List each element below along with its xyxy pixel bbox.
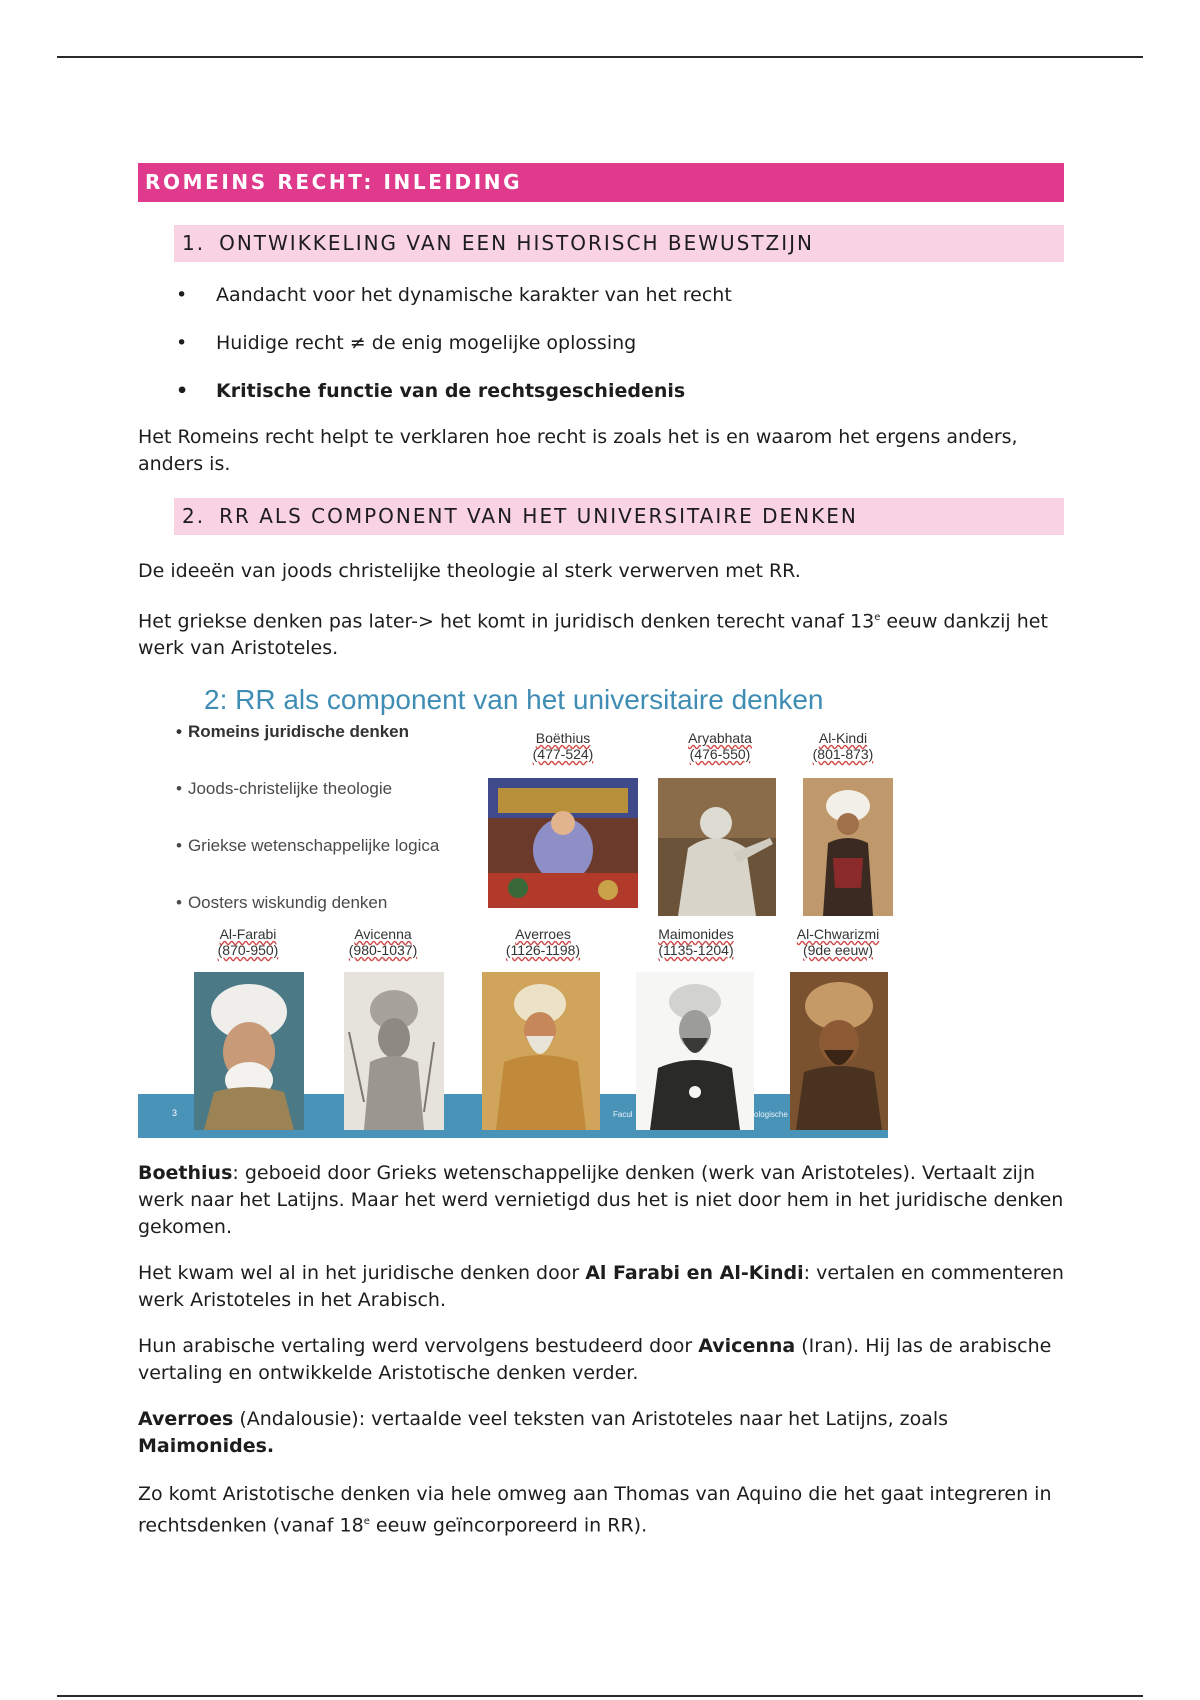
portrait-caption: Al-Chwarizmi (9de eeuw) [796,926,880,959]
header-rule [57,56,1143,58]
portrait-caption: Al-Farabi (870-950) [217,926,279,959]
slide-footer-text: Facul [613,1110,633,1120]
list-item: • Aandacht voor het dynamische karakter van het recht [176,284,732,306]
paragraph: Averroes (Andalousie): vertaalde veel teksten van Aristoteles naar het Latijns, zoals Maimonides. [138,1408,949,1458]
main-heading: ROMEINS RECHT: INLEIDING [138,163,1064,202]
section-number: 2. [182,504,206,528]
paragraph: Zo komt Aristotische denken via hele omweg aan Thomas van Aquino die het gaat integreren in rechtsdenken (vanaf 18e eeuw geïncorporeerd in RR). [138,1483,1052,1537]
al-kindi-portrait [803,778,893,916]
portrait-caption: Averroes (1126-1198) [505,926,581,959]
slide-title: 2: RR als component van het universitaire denken [204,684,824,716]
paragraph: Het griekse denken pas later-> het komt in juridisch denken terecht vanaf 13e eeuw dankzij het werk van Aristoteles. [138,610,1048,660]
portrait-caption: Aryabhata (476-550) [688,730,752,763]
list-item: • Huidige recht ≠ de enig mogelijke oplossing [176,332,637,354]
al-chwarizmi-portrait [790,972,888,1130]
paragraph: Hun arabische vertaling werd vervolgens bestudeerd door Avicenna (Iran). Hij las de arabische vertaling en ontwikkelde Aristotische denken verder. [138,1335,1052,1385]
slide-list-item: • Romeins juridische denken [176,722,410,742]
portrait-caption: Al-Kindi (801-873) [812,730,874,763]
slide-list-item: • Joods-christelijke theologie [176,779,393,799]
slide-bullet-list [176,722,439,950]
slide-number: 3 [172,1108,178,1119]
paragraph: De ideeën van joods christelijke theologie al sterk verwerven met RR. [138,560,801,582]
portrait-caption: Boëthius (477-524) [532,730,594,763]
slide-list-item: • Griekse wetenschappelijke logica [176,836,440,856]
section-title: RR ALS COMPONENT VAN HET UNIVERSITAIRE DENKEN [219,504,858,528]
slide-footer-text: ologische [754,1110,788,1120]
document-body [138,163,1064,1540]
bullet-list [138,280,1064,424]
paragraph: Het kwam wel al in het juridische denken door Al Farabi en Al-Kindi: vertalen en commenteren werk Aristoteles in het Arabisch. [138,1262,1064,1312]
footer-rule [57,1695,1143,1697]
averroes-portrait [482,972,600,1130]
paragraph: Boethius: geboeid door Grieks wetenschappelijke denken (werk van Aristoteles). Vertaalt zijn werk naar het Latijns. Maar het werd vernietigd dus het is niet door hem in het juridische denken gekomen. [138,1162,1064,1239]
list-item: • Kritische functie van de rechtsgeschiedenis [176,380,686,402]
section-heading-1 [174,225,1064,262]
slide-list-item: • Oosters wiskundig denken [176,893,388,913]
portrait-caption: Maimonides (1135-1204) [658,926,734,959]
al-farabi-portrait [194,972,304,1130]
paragraph: Het Romeins recht helpt te verklaren hoe recht is zoals het is en waarom het ergens anders, anders is. [138,426,1018,475]
slide-image [138,680,888,1130]
maimonides-portrait [636,972,754,1130]
portrait-caption: Avicenna (980-1037) [348,926,418,959]
section-title: ONTWIKKELING VAN EEN HISTORISCH BEWUSTZIJN [219,231,814,255]
section-number: 1. [182,231,206,255]
avicenna-portrait [344,972,444,1130]
section-heading-2 [174,498,1064,535]
aryabhata-portrait [658,778,776,916]
boethius-portrait [488,778,638,908]
